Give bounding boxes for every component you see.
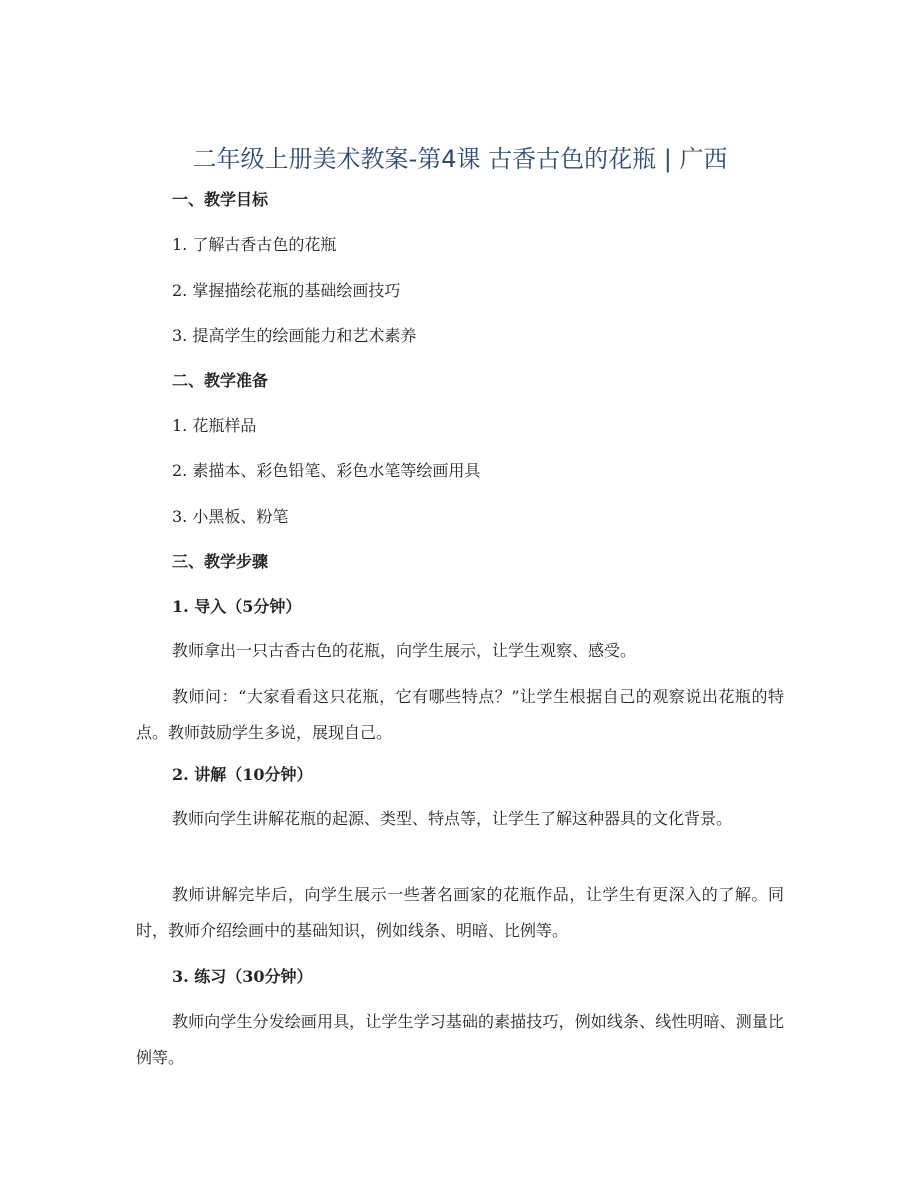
preparation-item: 1. 花瓶样品 <box>172 416 257 435</box>
objective-item: 3. 提高学生的绘画能力和艺术素养 <box>172 326 417 345</box>
objective-item: 1. 了解古香古色的花瓶 <box>172 235 337 254</box>
section-heading-steps: 三、教学步骤 <box>172 552 269 571</box>
document-title: 二年级上册美术教案-第4课 古香古色的花瓶 | 广西 <box>192 145 728 173</box>
preparation-item: 2. 素描本、彩色铅笔、彩色水笔等绘画用具 <box>172 461 481 480</box>
step-heading-explain: 2. 讲解（10分钟） <box>172 765 313 784</box>
paragraph: 教师向学生讲解花瓶的起源、类型、特点等，让学生了解这种器具的文化背景。 <box>172 809 733 828</box>
objective-item: 2. 掌握描绘花瓶的基础绘画技巧 <box>172 281 401 300</box>
step-heading-intro: 1. 导入（5分钟） <box>172 597 302 616</box>
paragraph: 教师向学生分发绘画用具，让学生学习基础的素描技巧，例如线条、线性明暗、测量比例等。 <box>136 1012 784 1067</box>
section-heading-objectives: 一、教学目标 <box>172 190 269 209</box>
preparation-item: 3. 小黑板、粉笔 <box>172 507 289 526</box>
step-heading-practice: 3. 练习（30分钟） <box>172 967 313 986</box>
paragraph: 教师讲解完毕后，向学生展示一些著名画家的花瓶作品，让学生有更深入的了解。同时，教师介绍绘画中的基础知识，例如线条、明暗、比例等。 <box>136 885 784 940</box>
section-heading-preparation: 二、教学准备 <box>172 371 269 390</box>
paragraph: 教师拿出一只古香古色的花瓶，向学生展示，让学生观察、感受。 <box>172 641 637 660</box>
paragraph: 教师问：“大家看看这只花瓶，它有哪些特点？”让学生根据自己的观察说出花瓶的特点。教师鼓励学生多说，展现自己。 <box>136 687 784 742</box>
